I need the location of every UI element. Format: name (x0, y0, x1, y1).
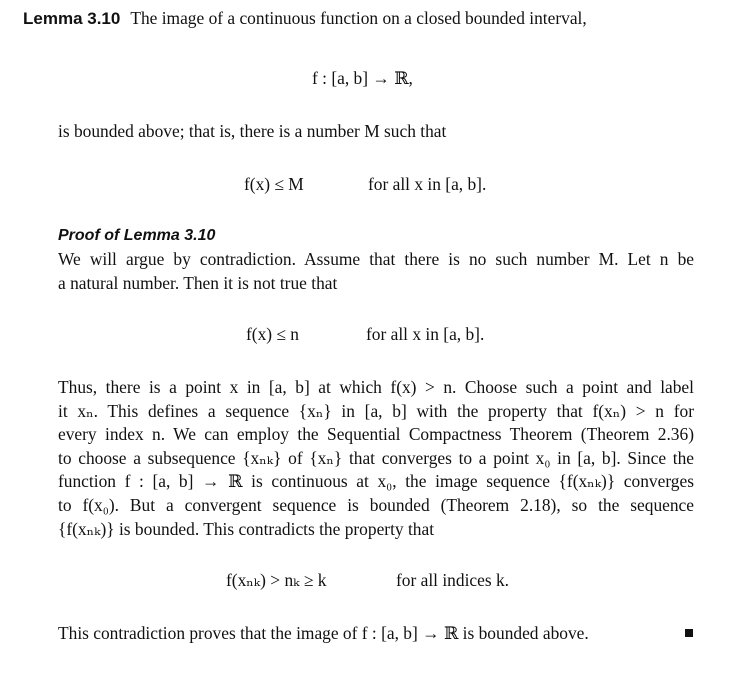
display-inequality-n: f(x) ≤ n (246, 324, 300, 344)
lemma-statement-continuation: is bounded above; that is, there is a number M such that (58, 121, 447, 141)
display-inequality-n-condition: for all x in [a, b]. (366, 324, 485, 344)
proof-paragraph-2-line: every index n. We can employ the Sequential Compactness Theorem (Theorem 2.36) (58, 424, 694, 445)
proof-paragraph-1 (58, 248, 694, 295)
proof-paragraph-2-line: function f : [a, b] → ℝ is continuous at x₀, the image sequence {f(xₙₖ)} converges (58, 471, 694, 492)
proof-conclusion: This contradiction proves that the image of f : [a, b] → ℝ is bounded above. (58, 623, 589, 643)
proof-paragraph-2 (58, 376, 694, 541)
proof-paragraph-2-line: to choose a subsequence {xₙₖ} of {xₙ} that converges to a point x₀ in [a, b]. Since the (58, 447, 694, 468)
display-inequality-M-condition: for all x in [a, b]. (368, 174, 487, 194)
qed-square-icon (685, 629, 693, 637)
display-inequality-M: f(x) ≤ M (244, 174, 304, 194)
lemma-statement-text: The image of a continuous function on a closed bounded interval, (130, 8, 587, 28)
proof-paragraph-1-line: a natural number. Then it is not true that (58, 272, 338, 293)
proof-paragraph-2-line: {f(xₙₖ)} is bounded. This contradicts the property that (58, 518, 435, 539)
display-subsequence-inequality: f(xₙₖ) > nₖ ≥ k (226, 570, 327, 590)
lemma-label: Lemma 3.10 (23, 9, 121, 28)
display-subsequence-inequality-condition: for all indices k. (396, 570, 510, 590)
proof-paragraph-2-line: to f(x₀). But a convergent sequence is bounded (Theorem 2.18), so the sequence (58, 494, 694, 515)
display-map-equation: f : [a, b] → ℝ, (312, 68, 413, 88)
lemma-statement-line (23, 8, 587, 29)
proof-title: Proof of Lemma 3.10 (58, 227, 216, 244)
proof-paragraph-2-line: Thus, there is a point x in [a, b] at which f(x) > n. Choose such a point and label (58, 377, 694, 397)
proof-paragraph-2-line: it xₙ. This defines a sequence {xₙ} in [a, b] with the property that f(xₙ) > n for (58, 400, 694, 421)
proof-paragraph-1-line: We will argue by contradiction. Assume that there is no such number M. Let n be (58, 249, 694, 269)
